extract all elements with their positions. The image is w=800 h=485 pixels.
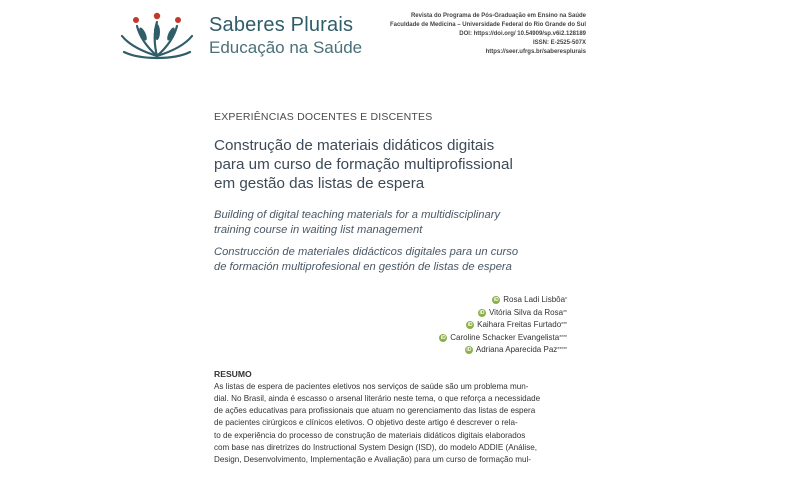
orcid-icon[interactable]: iD: [479, 309, 485, 316]
author-name: Vitória Silva da Rosa: [488, 307, 564, 317]
title-es-line: de formación multiprofesional en gestión de listas de espera: [214, 261, 512, 273]
author-name: Kaihara Freitas Furtado: [477, 320, 562, 329]
author-1: [439, 294, 567, 307]
author-5: [439, 344, 567, 357]
author-name: Rosa Ladi Lisbôa: [503, 295, 566, 304]
author-mark: ***: [561, 322, 567, 329]
orcid-icon[interactable]: iD: [466, 347, 472, 354]
abstract-line: dial. No Brasil, ainda é escasso o arsenal literário neste tema, o que reforça a necessidade: [214, 394, 541, 404]
author-name: Adriana Aparecida Paz: [475, 345, 558, 354]
author-mark: **: [563, 309, 567, 316]
title-en-line: training course in waiting list management: [214, 224, 423, 236]
author-mark: *: [565, 297, 567, 304]
meta-issn: ISSN: E-2525-507X: [532, 40, 586, 46]
title-english: [214, 208, 564, 238]
title-line: em gestão das listas de espera: [214, 175, 425, 192]
author-3: [439, 319, 567, 332]
author-mark: *****: [557, 347, 567, 354]
abstract-line: de ações educativas para profissionais que atuam no gerenciamento das listas de espera: [214, 406, 536, 416]
abstract-line: de pacientes cirúrgicos e clínicos eletivos. O objetivo deste artigo é descrever o rela-: [214, 418, 518, 428]
title-line: Construção de materiais didáticos digitais: [214, 137, 495, 154]
abstract-line: com base nas diretrizes do Instructional System Design (ISD), do modelo ADDIE (Análise,: [214, 442, 537, 452]
journal-subtitle: Educação na Saúde: [209, 38, 363, 57]
author-4: [439, 332, 567, 345]
article-title: [214, 136, 564, 193]
journal-meta: [370, 12, 586, 57]
abstract-line: As listas de espera de pacientes eletivos nos serviços de saúde são um problema mun-: [214, 382, 529, 391]
meta-faculty: Faculdade de Medicina – Universidade Federal do Rio Grande do Sul: [389, 22, 586, 28]
meta-doi[interactable]: DOI: https://doi.org/ 10.54909/sp.v6i2.128189: [459, 31, 586, 37]
section-label: EXPERIÊNCIAS DOCENTES E DISCENTES: [214, 111, 433, 123]
meta-url[interactable]: https://seer.ufrgs.br/saberesplurais: [485, 49, 586, 55]
author-mark: ****: [559, 334, 567, 341]
journal-name: Saberes Plurais: [209, 14, 354, 36]
orcid-icon[interactable]: iD: [440, 334, 446, 341]
title-es-line: Construcción de materiales didácticos digitales para un curso: [214, 246, 519, 258]
title-line: para um curso de formação multiprofissional: [214, 156, 513, 173]
orcid-icon[interactable]: iD: [493, 297, 499, 304]
abstract-body: [214, 381, 574, 466]
meta-program: Revista do Programa de Pós-Graduação em Ensino na Saúde: [410, 13, 586, 19]
author-2: [439, 307, 567, 320]
author-list: [439, 294, 567, 357]
abstract-heading: RESUMO: [214, 369, 252, 379]
abstract-line: Design, Desenvolvimento, Implementação e Avaliação) para um curso de formação mul-: [214, 454, 532, 464]
title-spanish: [214, 245, 564, 275]
abstract-line: to de experiência do processo de construção de materiais didáticos digitais elaborados: [214, 430, 526, 440]
plant-logo-icon: [116, 10, 198, 62]
journal-logo: [116, 10, 198, 62]
author-name: Caroline Schacker Evangelista: [450, 332, 560, 342]
orcid-icon[interactable]: iD: [467, 322, 473, 329]
title-en-line: Building of digital teaching materials for a multidisciplinary: [214, 209, 501, 221]
